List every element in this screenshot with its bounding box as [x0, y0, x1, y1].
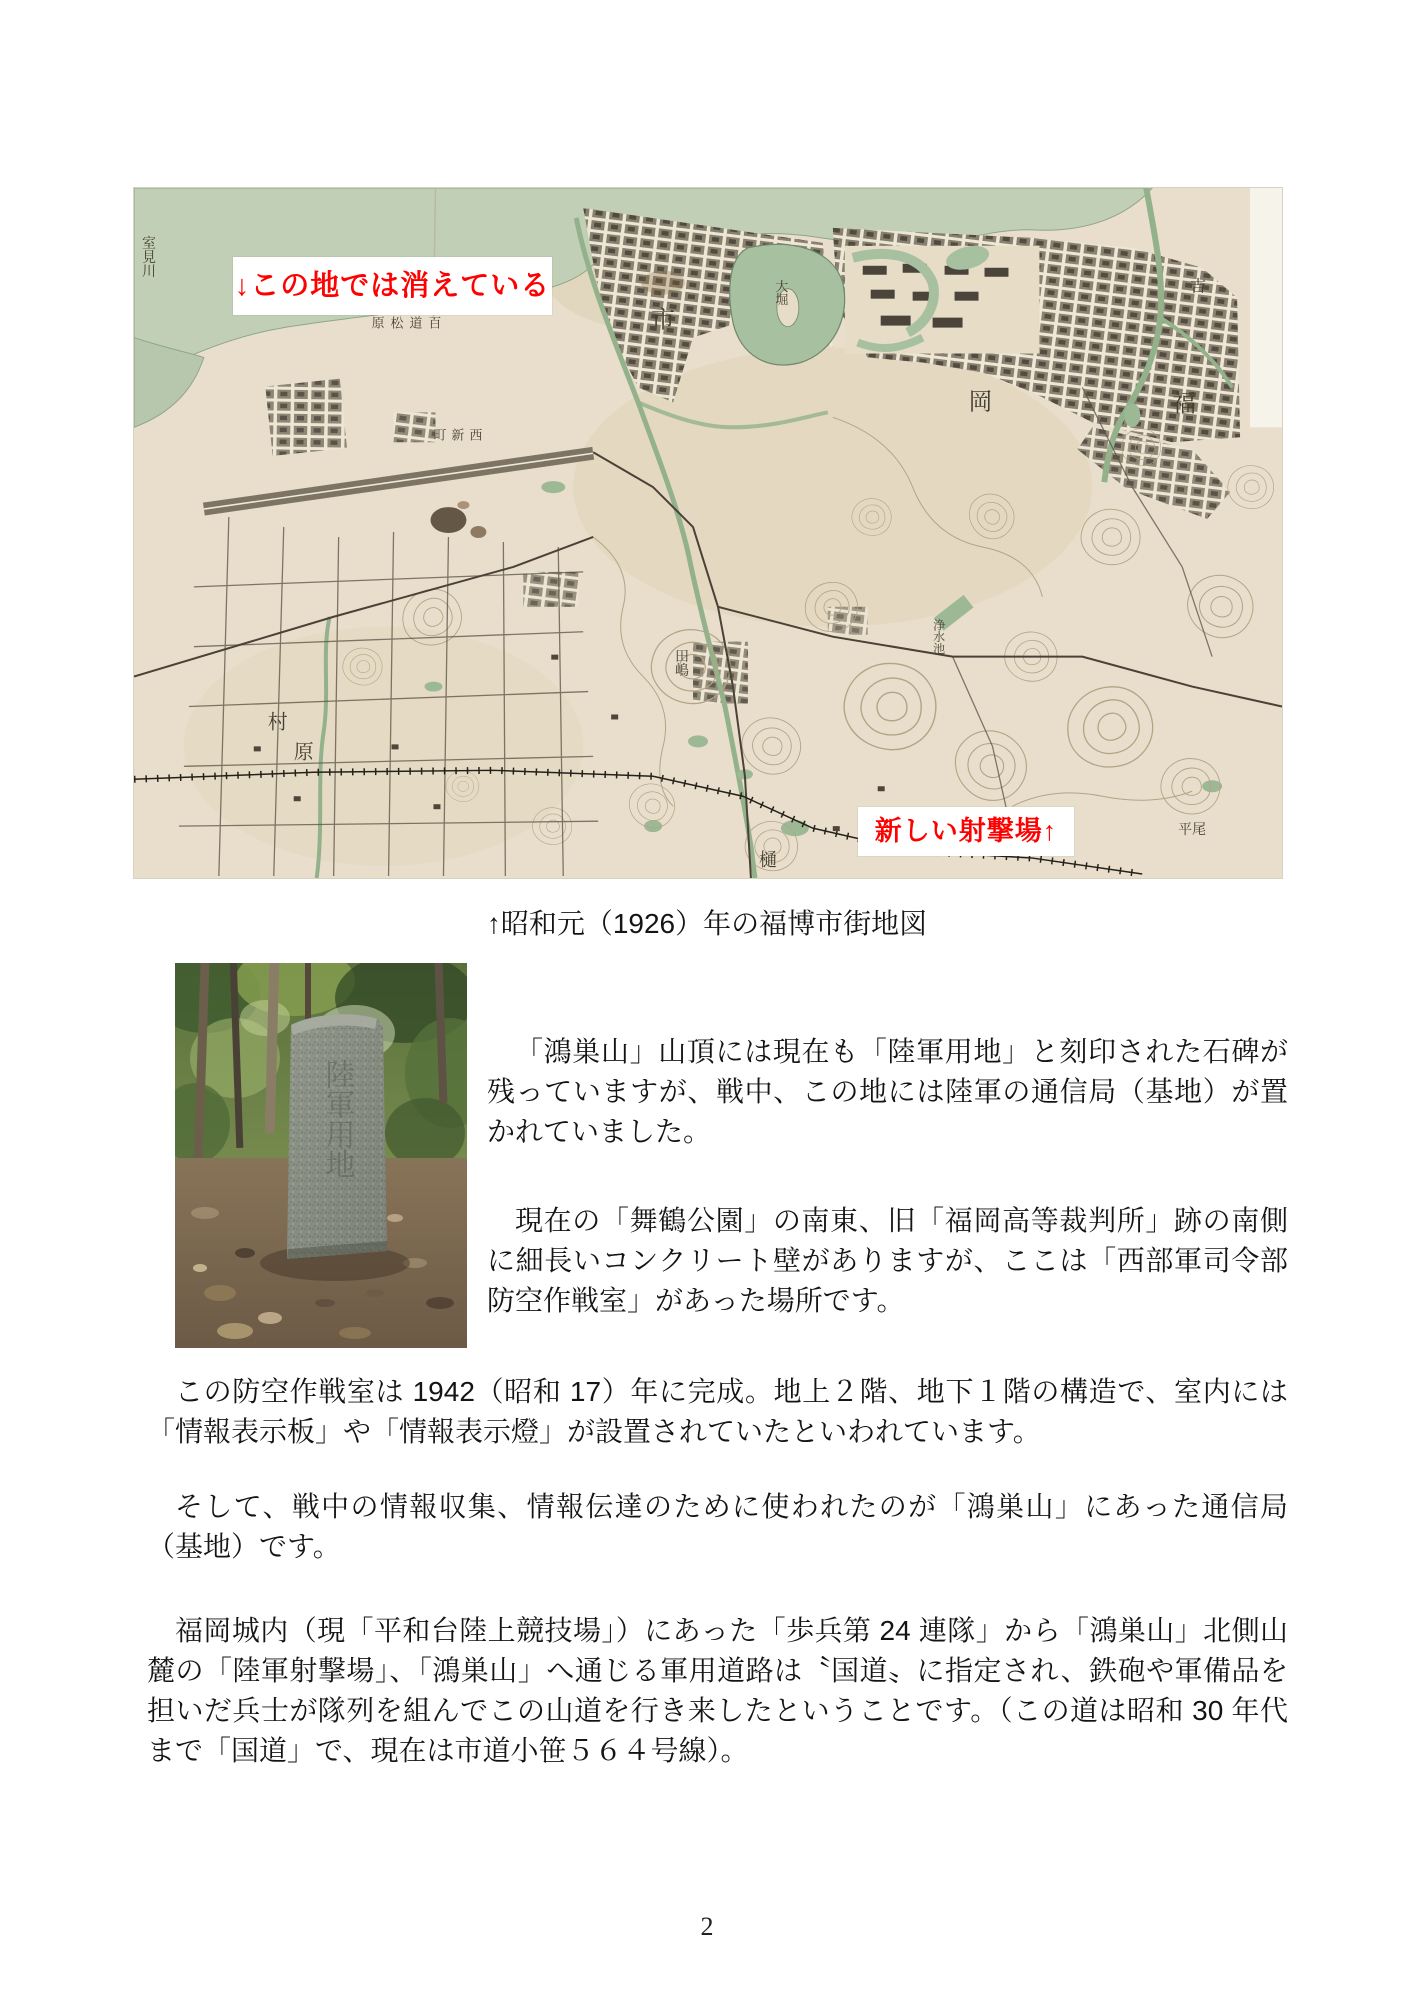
paragraph-kosuyama-stone: 「鴻巣山」山頂には現在も「陸軍用地」と刻印された石碑が残っていますが、戦中、この地には陸軍の通信局（基地）が置かれていました。 — [487, 1036, 1288, 1147]
barracks-area — [845, 246, 1040, 354]
map-sheet-margin — [1250, 188, 1282, 427]
label-hirao: 平尾 — [1178, 821, 1207, 838]
stone-monument-photo — [175, 963, 467, 1348]
page-number: 2 — [700, 1912, 714, 1941]
label-momochi-matsubara: 原松道百 — [371, 315, 448, 331]
map-annotation-top: ↓この地では消えている — [233, 257, 552, 315]
label-josuichi: 浄水池 — [931, 618, 946, 655]
paragraph-operations-room: この防空作戦室は 1942（昭和 17）年に完成。地上２階、地下１階の構造で、室内には「情報表示板」や「情報表示燈」が設置されていたといわれています。 — [147, 1376, 1288, 1447]
label-nishijinmachi: 町新西 — [433, 427, 488, 443]
label-hi: 樋 — [758, 850, 777, 871]
stone-inscription: 陸軍用地 — [320, 1059, 354, 1179]
label-muromigawa: 室見川 — [139, 235, 156, 278]
label-tashima: 田嶋 — [673, 648, 690, 677]
label-oka: 岡 — [968, 388, 993, 416]
map-caption: ↑昭和元（1926）年の福博市街地図 — [486, 908, 928, 939]
label-yoshi: 吉 — [1190, 278, 1207, 296]
map-annotation-bottom: 新しい射撃場↑ — [858, 807, 1074, 856]
paragraph-military-road: 福岡城内（現「平和台陸上競技場」）にあった「歩兵第 24 連隊」から「鴻巣山」北側山麓の「陸軍射撃場」、「鴻巣山」へ通じる軍用道路は〝国道〟に指定され、鉄砲や軍備品を担いだ兵士が隊列を組んでこの山道を行き来したということです。（この道は昭和 30 年代まで「国道」で、現在は市道小笹５６４号線）。 — [147, 1615, 1288, 1766]
paragraph-communication-base: そして、戦中の情報収集、情報伝達のために使われたのが「鴻巣山」にあった通信局（基地）です。 — [147, 1491, 1288, 1562]
stone-monument-photo-graphic — [175, 963, 467, 1348]
historical-map-figure — [133, 187, 1283, 879]
label-ohori: 大堀 — [773, 279, 789, 306]
paragraph-concrete-wall: 現在の「舞鶴公園」の南東、旧「福岡高等裁判所」跡の南側に細長いコンクリート壁がありますが、ここは「西部軍司令部防空作戦室」があった場所です。 — [487, 1205, 1288, 1316]
label-mura: 村 — [267, 711, 288, 734]
label-hara: 原 — [293, 741, 314, 764]
label-shi: 市 — [651, 306, 676, 334]
label-fuku: 福 — [1172, 390, 1197, 418]
body-text-lower — [147, 1372, 1288, 1771]
stone-monument — [287, 1014, 387, 1259]
body-text-upper — [147, 963, 1288, 1356]
